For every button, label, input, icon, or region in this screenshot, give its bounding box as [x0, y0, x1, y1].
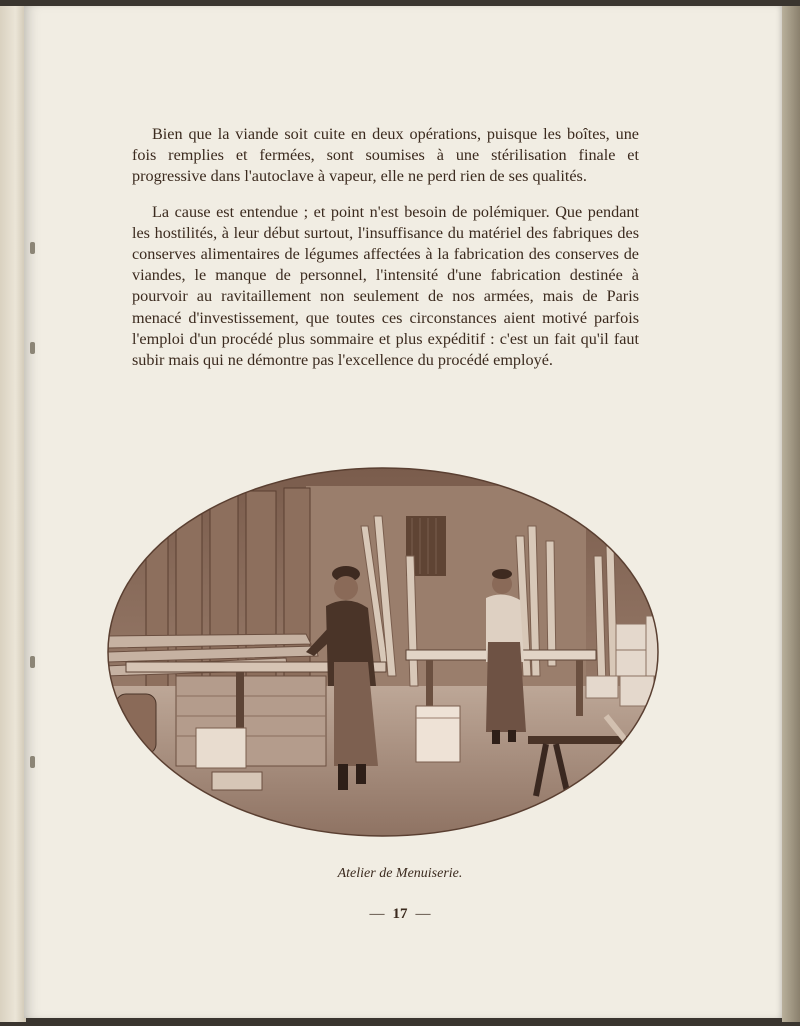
binding-hole — [30, 756, 35, 768]
illustration-caption: Atelier de Menuiserie. — [337, 866, 463, 881]
folio-dash-right: — — [415, 906, 431, 922]
body-text — [132, 124, 639, 385]
paragraph: La cause est entendue ; et point n'est besoin de polémiquer. Que pendant les hostilités, à leur début surtout, l'insuffisance du matériel des fabriques des conserves alimentaires de légumes affectées à la fabrication des conserves de viandes, le manque de personnel, l'intensité d'une fabrication destinée à pourvoir au ravitaillement non seulement de nos armées, mais de Paris menacé d'investissement, que toutes ces circonstances aient motivé parfois l'emploi d'un procédé plus sommaire et plus expéditif : c'est un fait qu'il faut subir mais qui ne démontre pas l'excellence du procédé employé. — [132, 202, 639, 370]
paragraph: Bien que la viande soit cuite en deux opérations, puisque les boîtes, une fois remplies et fermées, sont soumises à une stérilisation finale et progressive dans l'autoclave à vapeur, elle ne perd rien de ses qualités. — [132, 125, 639, 186]
workshop-engraving — [106, 466, 660, 838]
binding-hole — [30, 656, 35, 668]
page-number — [0, 906, 800, 923]
binding-hole — [30, 242, 35, 254]
illustration-plate — [106, 466, 660, 838]
binding-hole — [30, 342, 35, 354]
folio-number: 17 — [392, 906, 408, 922]
folio-dash-left: — — [369, 906, 385, 922]
